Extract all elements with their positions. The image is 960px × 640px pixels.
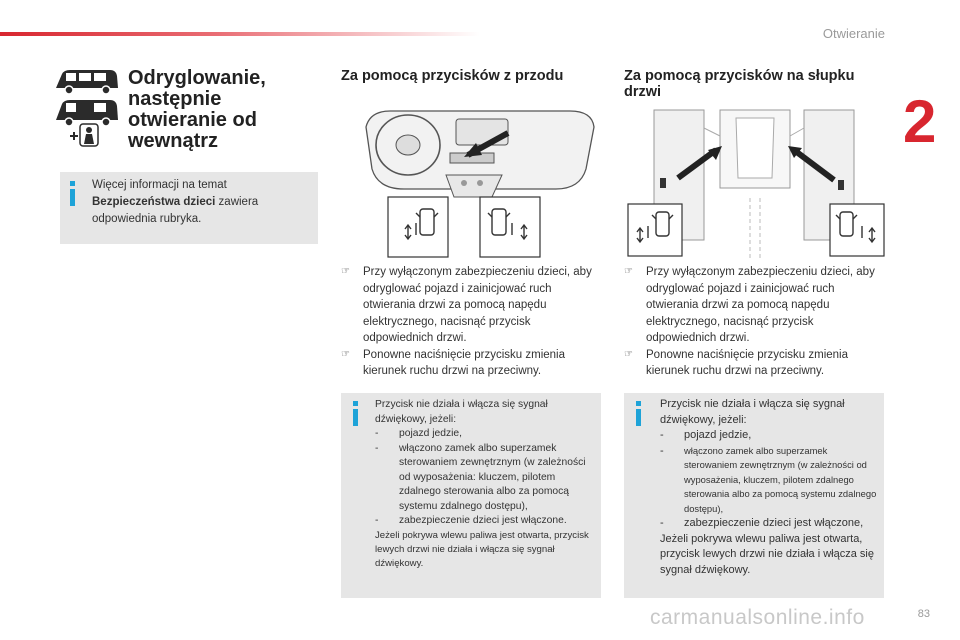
right-door-button	[480, 197, 540, 257]
pillar-note-box	[624, 393, 884, 598]
front-bullets	[341, 264, 603, 380]
note-item: zabezpieczenie dzieci jest włączone.	[399, 515, 567, 526]
list-item	[624, 347, 886, 380]
info-text	[92, 177, 312, 228]
front-note-box	[341, 393, 601, 598]
section-label: Otwieranie	[822, 26, 885, 41]
info-line: Więcej informacji na temat	[92, 179, 227, 191]
bullet-text: Ponowne naciśnięcie przycisku zmienia kierunek ruchu drzwi na przeciwny.	[646, 348, 848, 377]
list-item	[341, 264, 603, 347]
list-item	[341, 347, 603, 380]
bullet-text: Przy wyłączonym zabezpieczeniu dzieci, aby odryglować pojazd i zainicjować ruch otwierania drzwi za pomocą napędu elektrycznego, nacisnąć przycisk odpowiednich drzwi.	[363, 266, 592, 344]
page-title: Odryglowanie, następnie otwieranie od wewnątrz	[128, 67, 266, 152]
list-item: - zabezpieczenie dzieci jest włączone,	[660, 516, 882, 532]
list-item: - pojazd jedzie,	[660, 428, 882, 444]
bullet-marker-icon: ☞	[624, 266, 633, 277]
header-accent-bar	[0, 32, 480, 36]
right-door-button	[830, 204, 884, 256]
info-line: zawiera	[215, 196, 259, 208]
van-icons	[52, 66, 122, 150]
note-outro: Jeżeli pokrywa wlewu paliwa jest otwarta, przycisk lewych drzwi nie działa i włącza się sygnał dźwiękowy.	[375, 529, 589, 569]
note-outro: Jeżeli pokrywa wlewu paliwa jest otwarta, przycisk lewych drzwi nie działa i włącza się sygnał dźwiękowy.	[660, 532, 874, 576]
info-icon	[634, 401, 644, 427]
door-pillar-illustration	[624, 108, 886, 260]
list-item: - włączono zamek albo superzamek sterowaniem zewnętrznym (w zależności od wyposażenia, kluczem, pilotem zdalnego sterowania albo za pomocą systemu zdalnego dostępu),	[660, 444, 882, 517]
note-item: pojazd jedzie,	[684, 429, 752, 441]
front-note-text	[375, 398, 599, 571]
bullet-marker-icon: ☞	[341, 266, 350, 277]
list-item: - zabezpieczenie dzieci jest włączone.	[375, 514, 599, 529]
note-list	[375, 427, 599, 529]
list-item: - włączono zamek albo superzamek sterowaniem zewnętrznym (w zależności od wyposażenia: kluczem, pilotem zdalnego sterowania albo za pomocą systemu zdalnego dostępu),	[375, 442, 599, 515]
note-intro: Przycisk nie działa i włącza się sygnał dźwiękowy, jeżeli:	[375, 399, 548, 425]
pillar-buttons-title: Za pomocą przycisków na słupku drzwi	[624, 68, 855, 100]
bullet-marker-icon: ☞	[341, 348, 350, 360]
bullet-text: Przy wyłączonym zabezpieczeniu dzieci, aby odryglować pojazd i zainicjować ruch otwierania drzwi za pomocą napędu elektrycznego, nacisnąć przycisk odpowiednich drzwi.	[646, 266, 875, 344]
info-link-term: Bezpieczeństwa dzieci	[92, 196, 216, 208]
info-box	[60, 172, 318, 244]
van-side-icon	[56, 70, 118, 94]
info-line: odpowiednia rubryka.	[92, 213, 202, 225]
info-icon	[68, 181, 78, 207]
pillar-note-text	[660, 397, 882, 578]
left-door-button	[628, 204, 682, 256]
note-item: włączono zamek albo superzamek sterowaniem zewnętrznym (w zależności od wyposażenia, kluczem, pilotem zdalnego sterowania albo za pomocą systemu zdalnego dostępu),	[684, 444, 877, 514]
note-list	[660, 428, 882, 532]
dashboard-illustration	[360, 105, 600, 260]
page-number: 83	[917, 608, 930, 620]
front-buttons-title: Za pomocą przycisków z przodu	[341, 68, 564, 84]
list-item: - pojazd jedzie,	[375, 427, 599, 442]
van-child-lock-icon	[56, 100, 118, 146]
note-item: włączono zamek albo superzamek sterowaniem zewnętrznym (w zależności od wyposażenia: kluczem, pilotem zdalnego sterowania albo za pomocą systemu zdalnego dostępu),	[399, 442, 586, 512]
bullet-marker-icon: ☞	[624, 348, 633, 360]
bullet-text: Ponowne naciśnięcie przycisku zmienia kierunek ruchu drzwi na przeciwny.	[363, 348, 565, 377]
note-item: zabezpieczenie dzieci jest włączone,	[684, 517, 864, 529]
info-icon	[351, 401, 361, 427]
chapter-number: 2	[903, 88, 937, 155]
note-item: pojazd jedzie,	[399, 428, 462, 439]
left-door-button	[388, 197, 448, 257]
note-intro: Przycisk nie działa i włącza się sygnał dźwiękowy, jeżeli:	[660, 398, 845, 426]
list-item	[624, 264, 886, 347]
pillar-bullets	[624, 264, 886, 380]
watermark: carmanualsonline.info	[650, 606, 865, 629]
